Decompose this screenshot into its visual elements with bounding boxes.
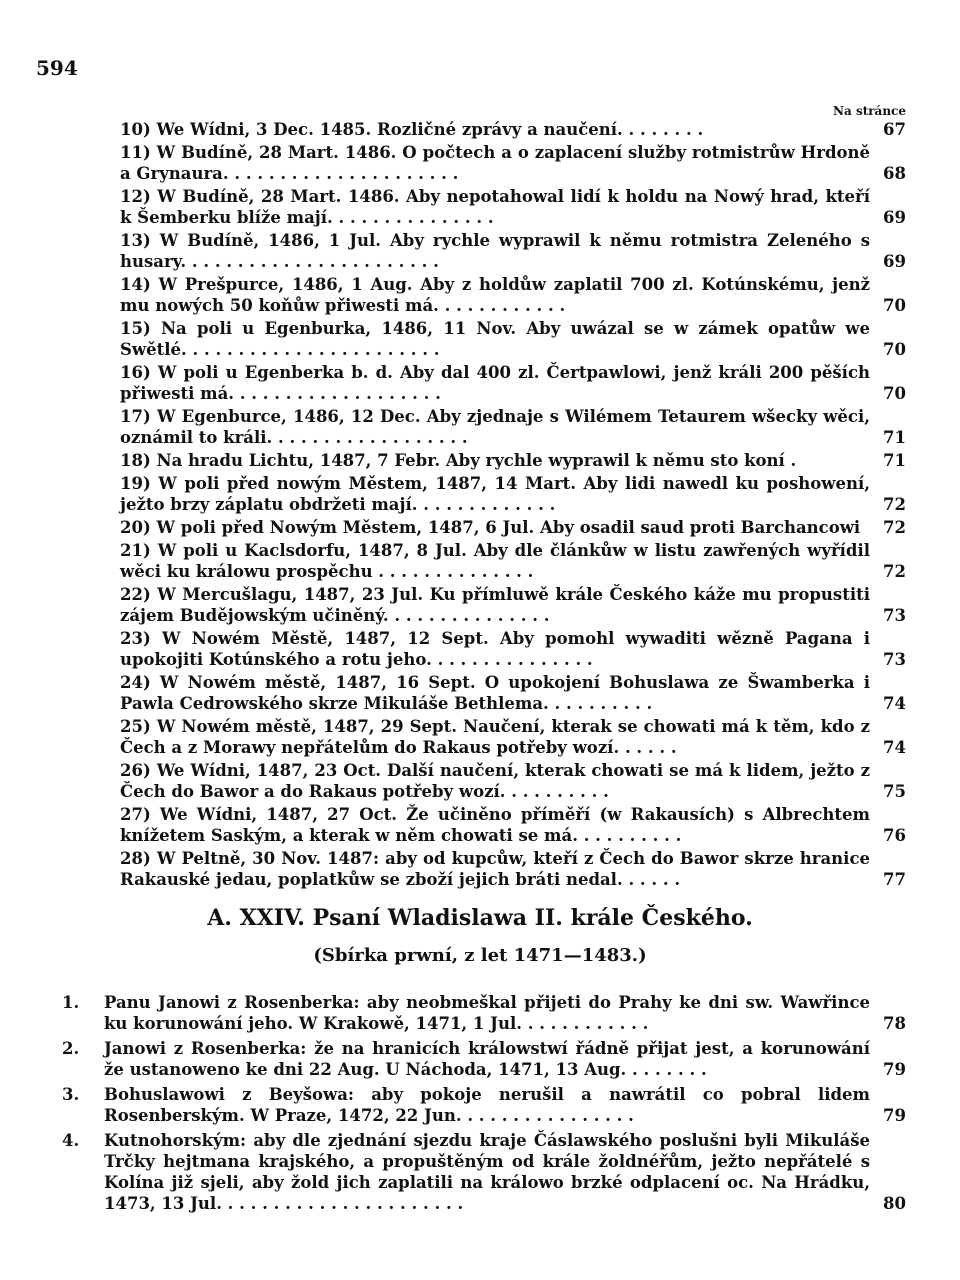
toc-entry-page: 74 <box>883 738 906 757</box>
toc-entry <box>120 119 906 140</box>
toc-entry-page: 70 <box>883 384 906 403</box>
toc-entry-page: 67 <box>883 120 906 139</box>
letter-text: Panu Janowi z Rosenberka: aby neobmeškal přijeti do Prahy ke dni sw. Wawřince ku korunowání jeho. W Krakowě, 1471, 1 Jul. . . . . . . . . . . . <box>104 993 870 1033</box>
letter-entry <box>56 1038 906 1080</box>
toc-entry-text: 10) We Wídni, 3 Dec. 1485. Rozličné zprávy a naučení. . . . . . . . <box>120 120 704 139</box>
toc-entry-text: 22) W Mercušlagu, 1487, 23 Jul. Ku přímluwě krále Českého káže mu propustiti zájem Budějowským učiněný. . . . . . . . . . . . . . . <box>120 585 870 625</box>
letter-number: 4. <box>62 1131 80 1150</box>
toc-entry-text: 23) W Nowém Městě, 1487, 12 Sept. Aby pomohl wywaditi wězně Pagana i upokojiti Kotúnského a rotu jeho. . . . . . . . . . . . . . . <box>120 629 870 669</box>
toc-entry-page: 75 <box>883 782 906 801</box>
toc-entry-page: 68 <box>883 164 906 183</box>
toc-entry-text: 16) W poli u Egenberka b. d. Aby dal 400 zl. Čertpawlowi, jenž králi 200 pěších přiwesti má. . . . . . . . . . . . . . . . . . . <box>120 363 870 403</box>
toc-entry-page: 71 <box>883 451 906 470</box>
toc-entry <box>120 848 906 890</box>
toc-entry-text: 20) W poli před Nowým Městem, 1487, 6 Jul. Aby osadil saud proti Barchancowi <box>120 518 861 537</box>
toc-entry <box>120 716 906 758</box>
letter-page: 79 <box>883 1106 906 1125</box>
letter-number: 1. <box>62 993 80 1012</box>
toc-entry-text: 15) Na poli u Egenburka, 1486, 11 Nov. Aby uwázal se w zámek opatůw we Swětlé. . . . . . . . . . . . . . . . . . . . . . . <box>120 319 870 359</box>
toc-entry-page: 73 <box>883 606 906 625</box>
letter-page: 79 <box>883 1060 906 1079</box>
toc-entry-page: 69 <box>883 252 906 271</box>
toc-entry <box>120 186 906 228</box>
letter-page: 80 <box>883 1194 906 1213</box>
toc-entry-page: 72 <box>883 495 906 514</box>
column-header: Na stránce <box>833 104 906 118</box>
letter-entry <box>56 1084 906 1126</box>
toc-entry-page: 77 <box>883 870 906 889</box>
letter-number: 2. <box>62 1039 80 1058</box>
toc-list <box>120 119 906 892</box>
letter-page: 78 <box>883 1014 906 1033</box>
toc-entry-page: 71 <box>883 428 906 447</box>
letter-text: Kutnohorským: aby dle zjednání sjezdu kraje Čáslawského poslušni byli Mikuláše Trčky hejtmana krajského, a propuštěným od krále žoldnéřům, ježto nepřátelé s Kolína již sjeli, aby žold jich zaplatili na králowo brzké odplacení oc. Na Hrádku, 1473, 13 Jul. . . . . . . . . . . . . . . . . . . . . . <box>104 1131 870 1213</box>
letter-entry <box>56 1130 906 1214</box>
toc-entry-text: 24) W Nowém městě, 1487, 16 Sept. O upokojení Bohuslawa ze Šwamberka i Pawla Cedrowského skrze Mikuláše Bethlema. . . . . . . . . . <box>120 673 870 713</box>
toc-entry-page: 73 <box>883 650 906 669</box>
section-subtitle: (Sbírka prwní, z let 1471—1483.) <box>313 945 647 966</box>
toc-entry <box>120 362 906 404</box>
toc-entry <box>120 804 906 846</box>
letter-number: 3. <box>62 1085 80 1104</box>
page-number: 594 <box>36 56 78 80</box>
toc-entry <box>120 142 906 184</box>
toc-entry <box>120 406 906 448</box>
letter-entry <box>56 992 906 1034</box>
letters-list <box>56 992 906 1218</box>
toc-entry <box>120 517 906 538</box>
section-title: A. XXIV. Psaní Wladislawa II. krále Českého. <box>207 905 753 931</box>
toc-entry <box>120 274 906 316</box>
toc-entry-text: 25) W Nowém městě, 1487, 29 Sept. Naučení, kterak se chowati má k těm, kdo z Čech a z Morawy nepřátelům do Rakaus potřeby wozí. . . . . . <box>120 717 870 757</box>
toc-entry-text: 13) W Budíně, 1486, 1 Jul. Aby rychle wyprawil k němu rotmistra Zeleného s husary. . . . . . . . . . . . . . . . . . . . . . . <box>120 231 870 271</box>
toc-entry <box>120 230 906 272</box>
toc-entry-text: 21) W poli u Kaclsdorfu, 1487, 8 Jul. Aby dle článkůw w listu zawřených wyřídil wěci ku králowu prospěchu . . . . . . . . . . . . . . <box>120 541 870 581</box>
toc-entry <box>120 540 906 582</box>
toc-entry-text: 28) W Peltně, 30 Nov. 1487: aby od kupcůw, kteří z Čech do Bawor skrze hranice Rakauské jedau, poplatkůw se zboží jejich bráti nedal. . . . . . <box>120 849 870 889</box>
toc-entry <box>120 628 906 670</box>
toc-entry-text: 14) W Prešpurce, 1486, 1 Aug. Aby z holdůw zaplatil 700 zl. Kotúnskému, jenž mu nowých 50 koňůw přiwesti má. . . . . . . . . . . . <box>120 275 870 315</box>
toc-entry-text: 17) W Egenburce, 1486, 12 Dec. Aby zjednaje s Wilémem Tetaurem wšecky wěci, oznámil to králi. . . . . . . . . . . . . . . . . . <box>120 407 870 447</box>
letter-text: Janowi z Rosenberka: že na hranicích králowstwí řádně přijat jest, a korunowání že ustanoweno ke dni 22 Aug. U Náchoda, 1471, 13 Aug. . . . . . . . <box>104 1039 870 1079</box>
toc-entry-page: 70 <box>883 340 906 359</box>
toc-entry-text: 18) Na hradu Lichtu, 1487, 7 Febr. Aby rychle wyprawil k němu sto koní . <box>120 451 797 470</box>
toc-entry-page: 72 <box>883 518 906 537</box>
toc-entry-text: 11) W Budíně, 28 Mart. 1486. O počtech a o zaplacení služby rotmistrůw Hrdoně a Grynaura. . . . . . . . . . . . . . . . . . . . . <box>120 143 870 183</box>
toc-entry-text: 19) W poli před nowým Městem, 1487, 14 Mart. Aby lidi nawedl ku poshowení, ježto brzy záplatu obdržeti mají. . . . . . . . . . . . . <box>120 474 870 514</box>
toc-entry <box>120 450 906 471</box>
toc-entry-text: 27) We Wídni, 1487, 27 Oct. Že učiněno příměří (w Rakausích) s Albrechtem knížetem Saským, a kterak w něm chowati se má. . . . . . . . . . <box>120 805 870 845</box>
toc-entry-page: 70 <box>883 296 906 315</box>
toc-entry <box>120 318 906 360</box>
toc-entry-text: 26) We Wídni, 1487, 23 Oct. Další naučení, kterak chowati se má k lidem, ježto z Čech do Bawor a do Rakaus potřeby wozí. . . . . . . . . . <box>120 761 870 801</box>
toc-entry-page: 76 <box>883 826 906 845</box>
toc-entry-text: 12) W Budíně, 28 Mart. 1486. Aby nepotahowal lidí k holdu na Nowý hrad, kteří k Šemberku blíže mají. . . . . . . . . . . . . . . <box>120 187 870 227</box>
letter-text: Bohuslawowi z Beyšowa: aby pokoje nerušil a nawrátil co pobral lidem Rosenberským. W Praze, 1472, 22 Jun. . . . . . . . . . . . . . . . <box>104 1085 870 1125</box>
toc-entry-page: 74 <box>883 694 906 713</box>
toc-entry <box>120 760 906 802</box>
toc-entry <box>120 473 906 515</box>
toc-entry <box>120 584 906 626</box>
toc-entry <box>120 672 906 714</box>
toc-entry-page: 72 <box>883 562 906 581</box>
toc-entry-page: 69 <box>883 208 906 227</box>
